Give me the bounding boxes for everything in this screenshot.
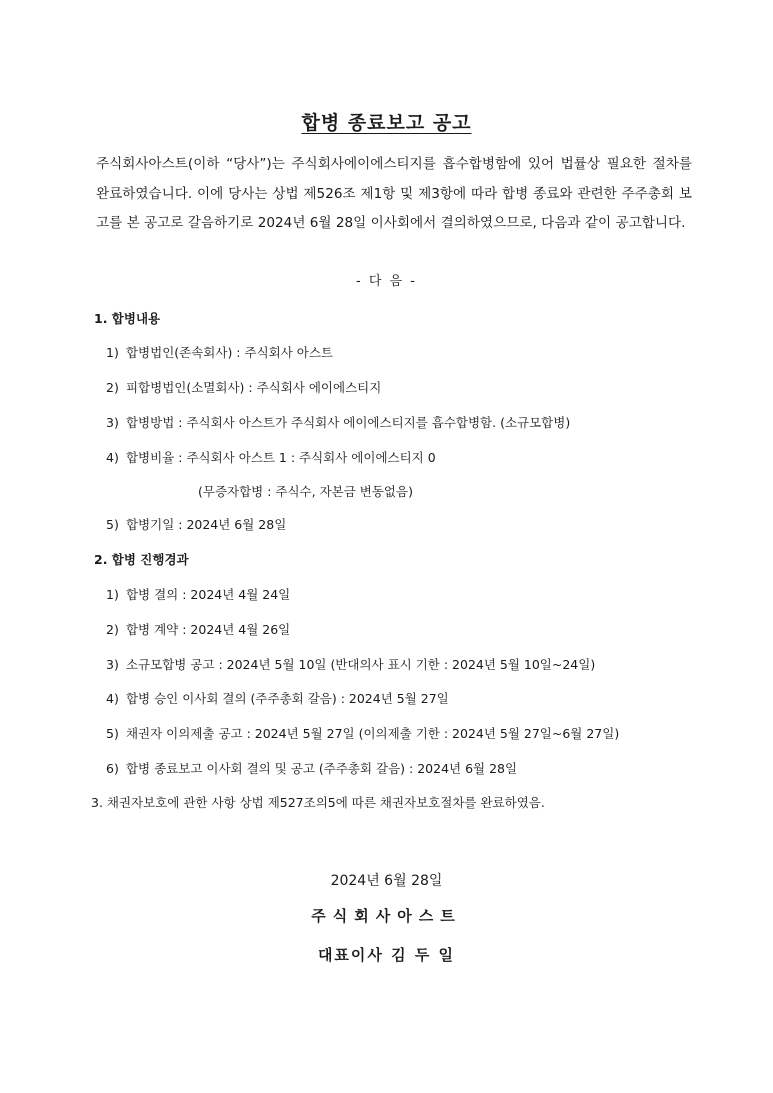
item-number: 1) [106,587,119,602]
ceo-name: 대표이사 김 두 일 [317,946,456,964]
item-text: 합병법인(존속회사) : 주식회사 아스트 [125,345,333,360]
separator-label: - 다 음 - [356,274,417,289]
item-text: 피합병법인(소멸회사) : 주식회사 에이에스티지 [125,380,382,395]
list-item [106,689,449,707]
item-text: 채권자 이의제출 공고 : 2024년 5월 27일 (이의제출 기한 : 2024년 5월 27일~6월 27일) [125,726,620,741]
item-number: 3) [106,657,119,672]
list-item [106,378,381,396]
item-text: 합병방법 : 주식회사 아스트가 주식회사 에이에스티지를 흡수합병함. (소규모합병) [125,415,571,430]
list-item [106,724,619,742]
section3-text: 3. 채권자보호에 관한 사항 상법 제527조의5에 따른 채권자보호절차를 완료하였음. [91,795,545,810]
item-number: 4) [106,450,119,465]
item-number: 2) [106,380,119,395]
list-item [106,655,595,673]
item-text: 합병 종료보고 이사회 결의 및 공고 (주주총회 갈음) : 2024년 6월 28일 [125,761,518,776]
item-number: 1) [106,345,119,360]
document-title-text: 합병 종료보고 공고 [301,112,472,134]
intro-paragraph: 주식회사아스트(이하 “당사”)는 주식회사에이에스티지를 흡수합병함에 있어 법률상 필요한 절차를 완료하였습니다. 이에 당사는 상법 제526조 제1항 및 제3항에 따라 합병 종료와 관련한 주주총회 보고를 본 공고로 갈음하기로 2024년 6월 28일 이사회에서 결의하였으므로, 다음과 같이 공고합니다. [96,156,692,231]
notice-date: 2024년 6월 28일 [330,873,443,889]
company-name: 주식회사아스트 [311,907,462,925]
item-number: 4) [106,691,119,706]
list-item [106,620,290,638]
merger-note: (무증자합병 : 주식수, 자본금 변동없음) [198,484,413,499]
list-item [106,585,290,603]
item-number: 6) [106,761,119,776]
section1-heading: 1. 합병내용 [94,311,161,326]
item-text: 합병 계약 : 2024년 4월 26일 [125,622,291,637]
item-text: 소규모합병 공고 : 2024년 5월 10일 (반대의사 표시 기한 : 2024년 5월 10일~24일) [125,657,596,672]
item-number: 5) [106,726,119,741]
list-item [106,759,517,777]
list-item [106,413,570,431]
item-text: 합병비율 : 주식회사 아스트 1 : 주식회사 에이에스티지 0 [125,450,436,465]
list-item [106,515,286,533]
item-number: 3) [106,415,119,430]
item-text: 합병기일 : 2024년 6월 28일 [125,517,287,532]
item-text: 합병 결의 : 2024년 4월 24일 [125,587,291,602]
section2-heading: 2. 합병 진행경과 [94,552,189,567]
item-number: 5) [106,517,119,532]
item-text: 합병 승인 이사회 결의 (주주총회 갈음) : 2024년 5월 27일 [125,691,449,706]
item-number: 2) [106,622,119,637]
list-item [106,343,333,361]
document-title [0,108,773,135]
list-item [106,448,436,466]
